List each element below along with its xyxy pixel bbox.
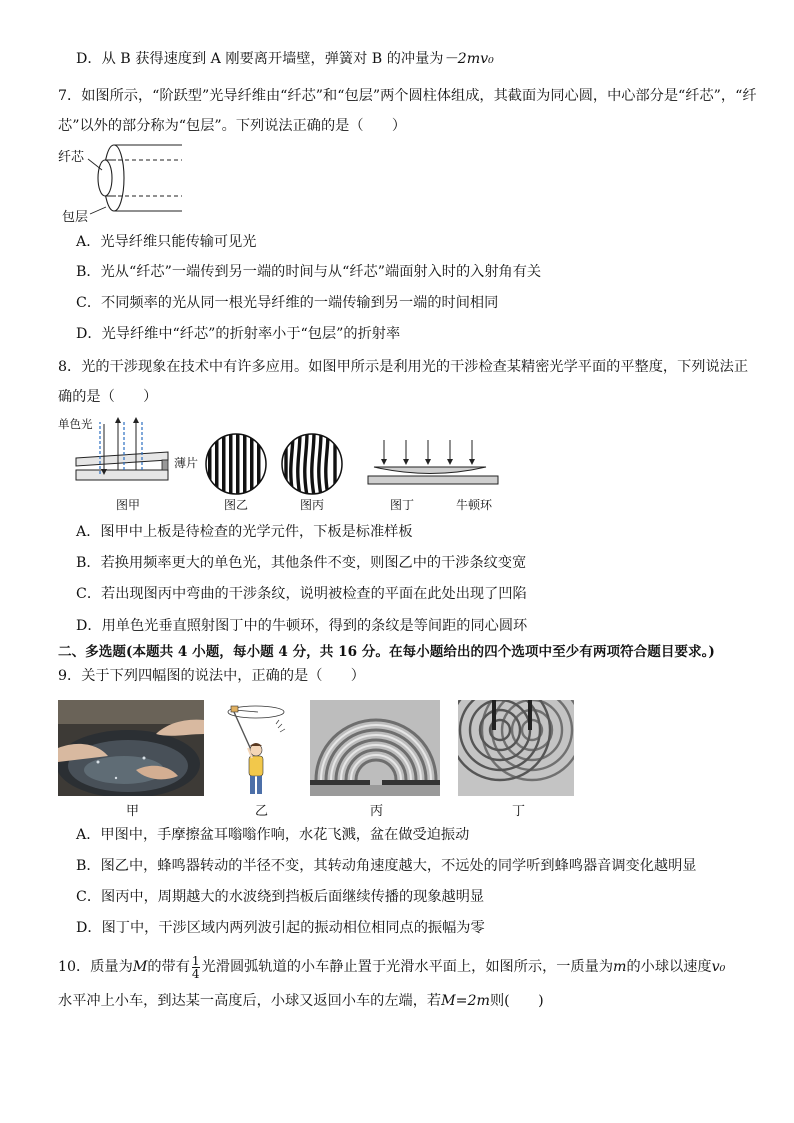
caption-fig-jia: 图甲	[116, 498, 141, 512]
caption-fig-yi: 图乙	[224, 498, 249, 512]
mass-m: m	[613, 959, 627, 975]
q7-option-b: B．光从“纤芯”一端传到另一端的时间与从“纤芯”端面射入时的入射角有关	[76, 264, 542, 280]
q7-option-c: C．不同频率的光从同一根光导纤维的一端传输到另一端的时间相同	[76, 295, 499, 311]
q9-option-d: D．图丁中，干涉区域内两列波引起的振动相位相同点的振幅为零	[76, 920, 485, 936]
mass-M: M	[132, 959, 148, 975]
q8-option-a: A．图甲中上板是待检查的光学元件，下板是标准样板	[76, 524, 413, 540]
q8-figure-bing	[280, 432, 344, 516]
thin-sheet-label: 薄片	[174, 456, 199, 470]
q6-option-d: D．从 B 获得速度到 A 刚要离开墙壁，弹簧对 B 的冲量为－2mv₀	[76, 51, 494, 67]
q7-fiber-figure	[58, 140, 198, 225]
q9-photo-jia	[58, 700, 204, 796]
q8-option-d: D．用单色光垂直照射图丁中的牛顿环，得到的条纹是等间距的同心圆环	[76, 618, 528, 634]
q9-caption-yi: 乙	[255, 804, 269, 819]
q10-stem-line2: 水平冲上小车，到达某一高度后，小球又返回小车的左端，若M=2m则( )	[58, 993, 544, 1009]
q9-photo-ding	[458, 700, 574, 796]
caption-newton-ring: 牛顿环	[456, 498, 493, 512]
q7-option-d: D．光导纤维中“纤芯”的折射率小于“包层”的折射率	[76, 326, 401, 342]
mono-light-label: 单色光	[58, 417, 93, 431]
q8-option-b: B．若换用频率更大的单色光，其他条件不变，则图乙中的干涉条纹变宽	[76, 555, 527, 571]
q8-stem-line1: 8．光的干涉现象在技术中有许多应用。如图甲所示是利用光的干涉检查某精密光学平面的平整度，下列说法正	[58, 359, 749, 375]
q9-figure-yi	[218, 696, 288, 798]
q7-stem-line2: 芯”以外的部分称为“包层”。下列说法正确的是（ ）	[58, 118, 407, 134]
q8-figure-jia	[58, 414, 208, 514]
q9-caption-jia: 甲	[126, 804, 140, 819]
q9-option-a: A．甲图中，手摩擦盆耳嗡嗡作响，水花飞溅，盆在做受迫振动	[76, 827, 470, 843]
cladding-label: 包层	[62, 210, 89, 225]
fraction-quarter: $\frac{1}{4}$	[191, 953, 200, 981]
q10-stem-line1: 10．质量为M的带有 $\frac{1}{4}$ 光滑圆弧轨道的小车静止置于光滑水平面上，如图所示，一质量为m的小球以速度v₀	[58, 953, 726, 981]
mass-condition: M=2m	[441, 993, 490, 1009]
q9-stem: 9．关于下列四幅图的说法中，正确的是（ ）	[58, 668, 365, 684]
q9-option-b: B．图乙中，蜂鸣器转动的半径不变，其转动角速度越大，不远处的同学听到蜂鸣器音调变化越明显	[76, 858, 697, 874]
q8-figure-ding	[366, 436, 506, 516]
caption-fig-bing: 图丙	[300, 498, 325, 512]
q6-impulse-value: －2mv₀	[443, 51, 494, 67]
q8-option-c: C．若出现图丙中弯曲的干涉条纹，说明被检查的平面在此处出现了凹陷	[76, 586, 527, 602]
q9-photo-bing	[310, 700, 440, 796]
caption-fig-ding: 图丁	[390, 498, 415, 512]
section-multi-choice-heading: 二、多选题(本题共 4 小题，每小题 4 分，共 16 分。在每小题给出的四个选项中至少有两项符合题目要求。)	[58, 644, 715, 660]
q7-stem-line1: 7．如图所示，“阶跃型”光导纤维由“纤芯”和“包层”两个圆柱体组成，其截面为同心圆，中心部分是“纤芯”，“纤	[58, 88, 757, 104]
q8-stem-line2: 确的是（ ）	[58, 389, 158, 405]
q9-caption-ding: 丁	[512, 804, 526, 819]
q8-figure-yi	[204, 432, 268, 516]
q7-option-a: A．光导纤维只能传输可见光	[76, 234, 257, 250]
core-label: 纤芯	[58, 150, 85, 165]
q9-option-c: C．图丙中，周期越大的水波绕到挡板后面继续传播的现象越明显	[76, 889, 485, 905]
velocity-v0: v₀	[711, 959, 726, 975]
q9-caption-bing: 丙	[370, 804, 384, 819]
